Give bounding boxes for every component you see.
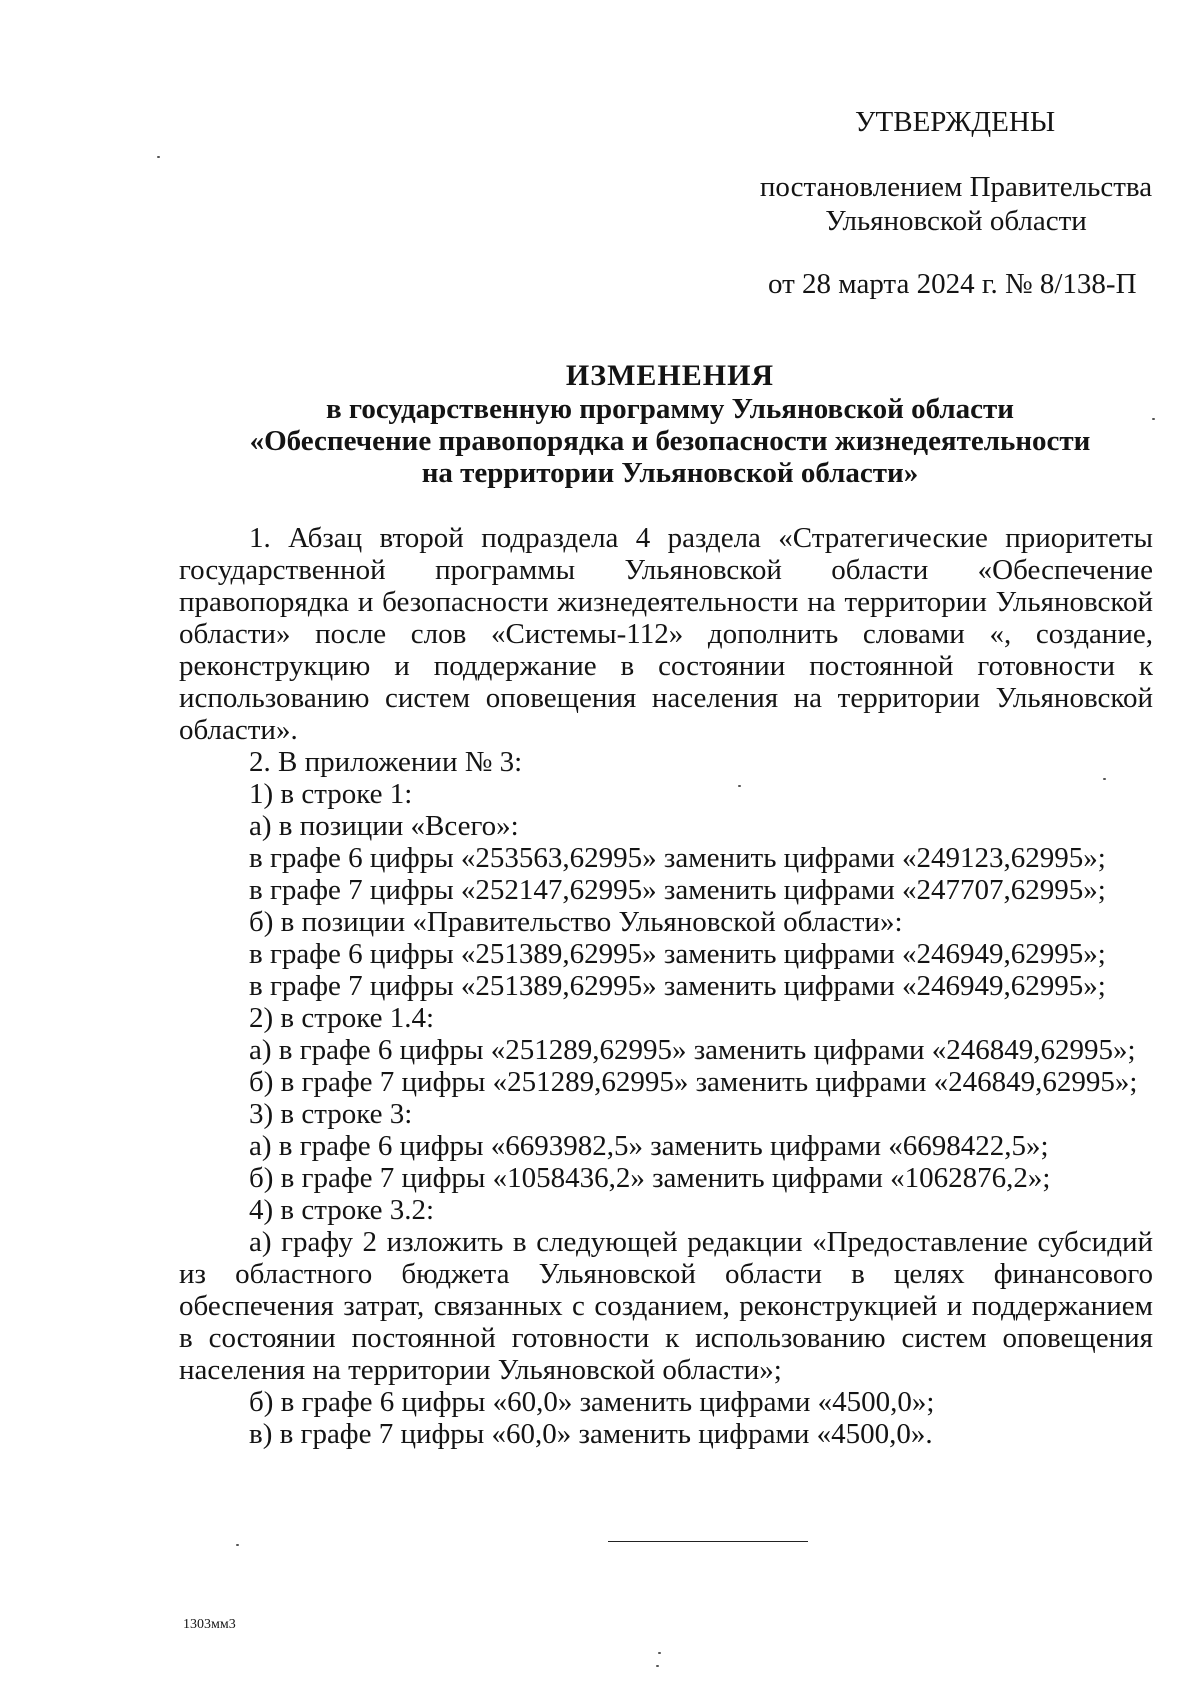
list-item: б) в графе 7 цифры «1058436,2» заменить цифрами «1062876,2»;	[249, 1162, 1051, 1194]
decree-line-2: Ульяновской области	[825, 205, 1087, 237]
scan-speck	[157, 156, 160, 158]
scan-speck	[236, 1544, 239, 1546]
title-line-2: в государственную программу Ульяновской области	[325, 393, 1015, 425]
scan-speck	[1152, 418, 1155, 420]
list-item: 1) в строке 1:	[249, 778, 413, 810]
closing-divider	[608, 1541, 808, 1542]
list-item: б) в графе 7 цифры «251289,62995» заменить цифрами «246849,62995»;	[249, 1066, 1138, 1098]
scan-speck	[656, 1665, 659, 1667]
title-line-4: на территории Ульяновской области»	[421, 457, 919, 489]
document-title	[180, 360, 1160, 489]
list-item: в графе 7 цифры «251389,62995» заменить цифрами «246949,62995»;	[249, 970, 1106, 1002]
scan-speck	[1103, 778, 1106, 780]
decree-reference	[756, 170, 1156, 238]
list-item: 3) в строке 3:	[249, 1098, 413, 1130]
title-line-3: «Обеспечение правопорядка и безопасности жизнедеятельности	[249, 425, 1091, 457]
scan-speck	[658, 1652, 661, 1654]
list-item: а) в графе 6 цифры «6693982,5» заменить цифрами «6698422,5»;	[249, 1130, 1049, 1162]
document-code: 1303мм3	[183, 1617, 236, 1632]
list-item: в графе 6 цифры «253563,62995» заменить цифрами «249123,62995»;	[249, 842, 1106, 874]
list-item: в графе 6 цифры «251389,62995» заменить цифрами «246949,62995»;	[249, 938, 1106, 970]
list-item: а) в позиции «Всего»:	[249, 810, 519, 842]
list-item: а) в графе 6 цифры «251289,62995» заменить цифрами «246849,62995»;	[249, 1034, 1136, 1066]
title-main: ИЗМЕНЕНИЯ	[565, 359, 775, 392]
list-item: 4) в строке 3.2:	[249, 1194, 435, 1226]
list-item: в графе 7 цифры «252147,62995» заменить цифрами «247707,62995»;	[249, 874, 1106, 906]
approved-heading: УТВЕРЖДЕНЫ	[855, 106, 1056, 138]
list-item: б) в позиции «Правительство Ульяновской области»:	[249, 906, 903, 938]
list-item: в) в графе 7 цифры «60,0» заменить цифрами «4500,0».	[249, 1418, 933, 1450]
decree-date: от 28 марта 2024 г. № 8/138-П	[768, 268, 1137, 300]
scan-speck	[738, 785, 741, 787]
list-item: 2) в строке 1.4:	[249, 1002, 435, 1034]
paragraph-2: 2. В приложении № 3:	[249, 746, 523, 778]
decree-line-1: постановлением Правительства	[759, 171, 1153, 203]
document-body	[179, 522, 1153, 1450]
paragraph-3: а) графу 2 изложить в следующей редакции «Предоставление субсидий из областного бюджета Ульяновской области в целях финансового обеспечения затрат, связанных с созданием, реконструкцией и поддержанием в состоянии постоянной готовности к использованию систем оповещения населения на территории Ульяновской области»;	[179, 1226, 1153, 1386]
list-item: б) в графе 6 цифры «60,0» заменить цифрами «4500,0»;	[249, 1386, 935, 1418]
paragraph-1: 1. Абзац второй подраздела 4 раздела «Стратегические приоритеты государственной программы Ульяновской области «Обеспечение правопорядка и безопасности жизнедеятельности на территории Ульяновской области» после слов «Системы-112» дополнить словами «, создание, реконструкцию и поддержание в состоянии постоянной готовности к использованию систем оповещения населения на территории Ульяновской области».	[179, 522, 1153, 746]
